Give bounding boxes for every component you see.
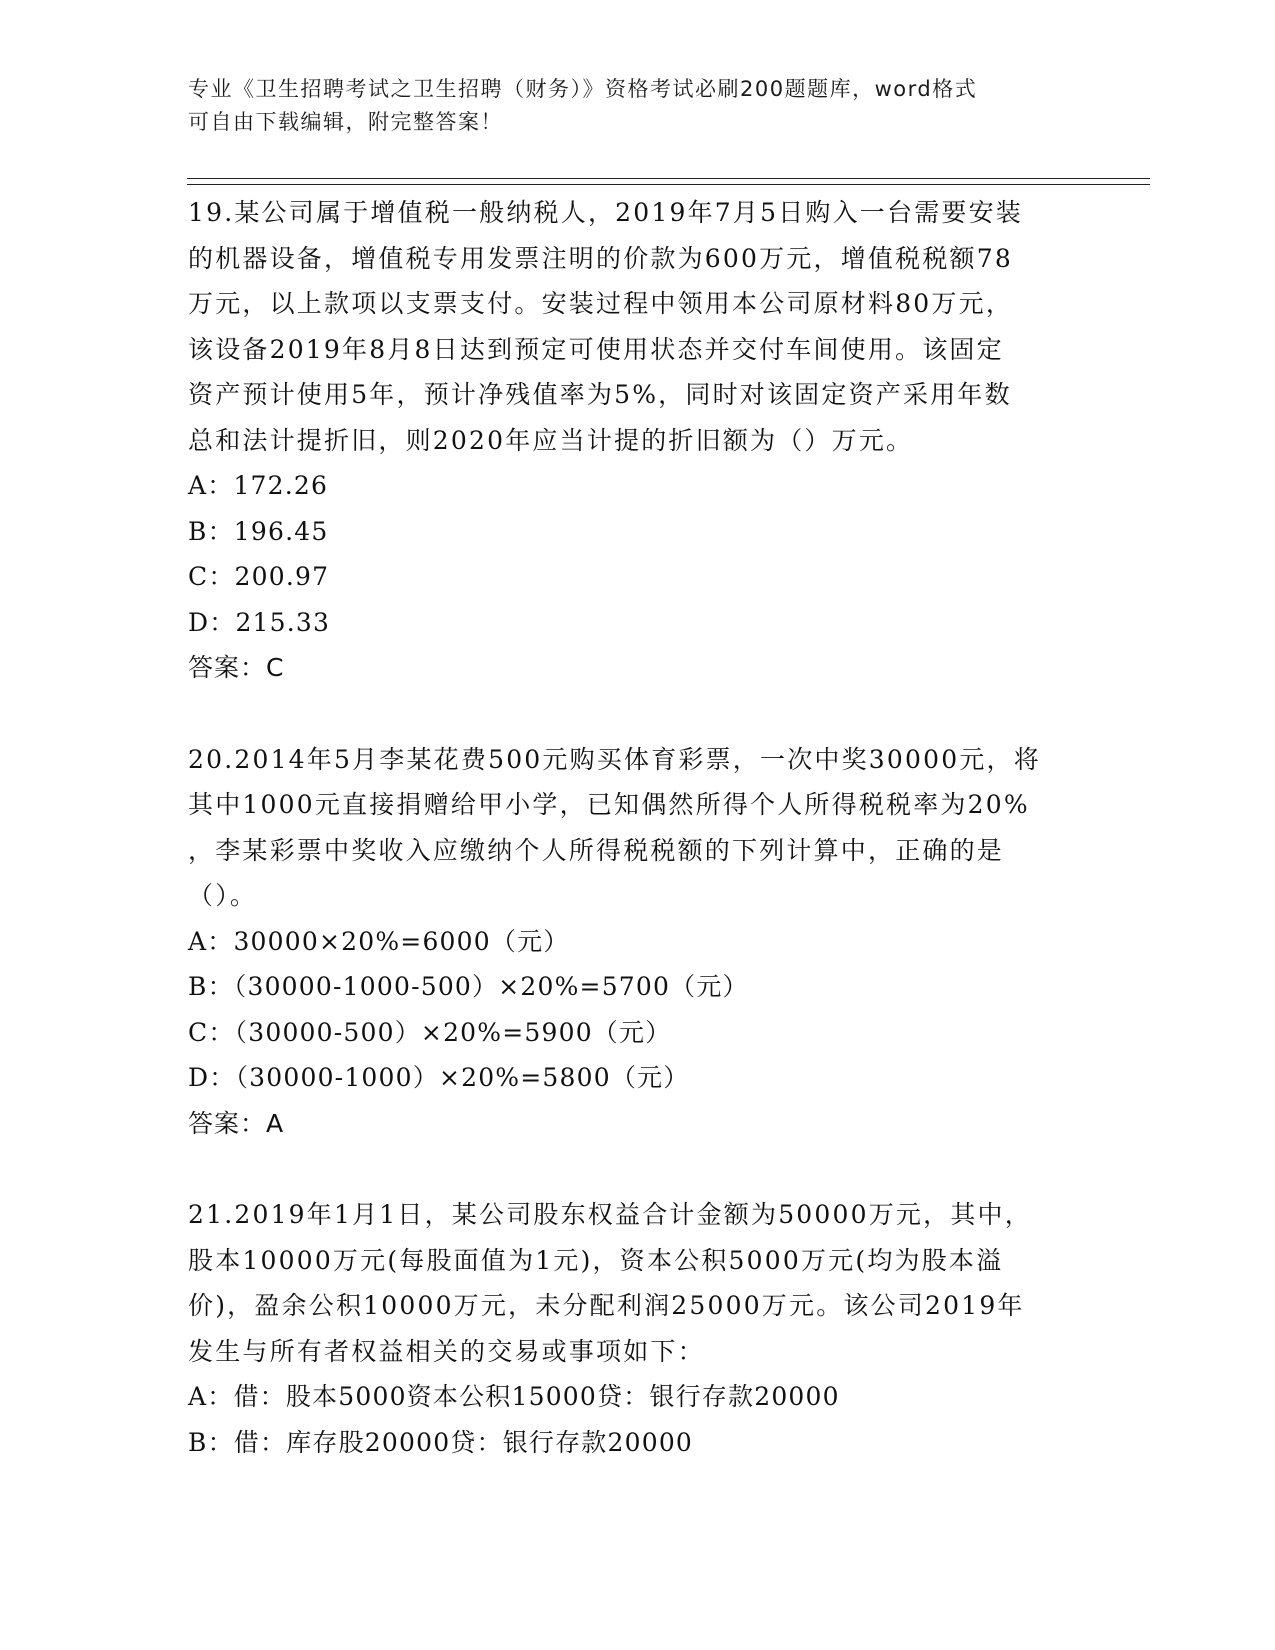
header-line-2: 可自由下载编辑，附完整答案！ — [188, 110, 503, 134]
question-19 — [188, 190, 1088, 691]
header-rule-top — [187, 178, 1150, 179]
document-header — [188, 73, 1068, 139]
option-a: A：172.26 — [188, 471, 329, 500]
option-d: D：（30000-1000）×20%=5800（元） — [188, 1063, 690, 1092]
question-list — [188, 190, 1088, 1511]
option-c: C：（30000-500）×20%=5900（元） — [188, 1017, 672, 1047]
option-b: B：借：库存股20000贷：银行存款20000 — [188, 1427, 694, 1457]
question-20 — [188, 737, 1088, 1147]
answer: 答案：C — [188, 653, 285, 682]
question-stem: 21.2019年1月1日，某公司股东权益合计金额为50000万元，其中， 股本10000万元(每股面值为1元)，资本公积5000万元(均为股本溢 价)，盈余公积10000万元，未分配利润25000万元。该公司2019年 发生与所有者权益相关的交易或事项如下： — [188, 1200, 1032, 1366]
option-a: A：借：股本5000资本公积15000贷：银行存款20000 — [188, 1382, 840, 1411]
header-line-1: 专业《卫生招聘考试之卫生招聘（财务）》资格考试必刷200题题库，word格式 — [188, 77, 978, 101]
question-21 — [188, 1192, 1088, 1465]
option-a: A：30000×20%=6000（元） — [188, 926, 570, 956]
question-stem: 20.2014年5月李某花费500元购买体育彩票，一次中奖30000元，将 其中1000元直接捐赠给甲小学，已知偶然所得个人所得税税率为20% ，李某彩票中奖收入应缴纳个人所得税税额的下列计算中，正确的是 （）。 — [188, 744, 1041, 910]
option-b: B：196.45 — [188, 516, 329, 546]
answer: 答案：A — [188, 1108, 285, 1138]
question-stem: 19.某公司属于增值税一般纳税人，2019年7月5日购入一台需要安装 的机器设备，增值税专用发票注明的价款为600万元，增值税税额78 万元，以上款项以支票支付。安装过程中领用本公司原材料80万元， 该设备2019年8月8日达到预定可使用状态并交付车间使用。该固定 资产预计使用5年，预计净残值率为5%，同时对该固定资产采用年数 总和法计提折旧，则2020年应当计提的折旧额为（）万元。 — [188, 198, 1023, 455]
option-b: B：（30000-1000-500）×20%=5700（元） — [188, 972, 749, 1001]
header-rule-bottom — [187, 184, 1150, 185]
option-d: D：215.33 — [188, 607, 331, 637]
option-c: C：200.97 — [188, 562, 330, 591]
